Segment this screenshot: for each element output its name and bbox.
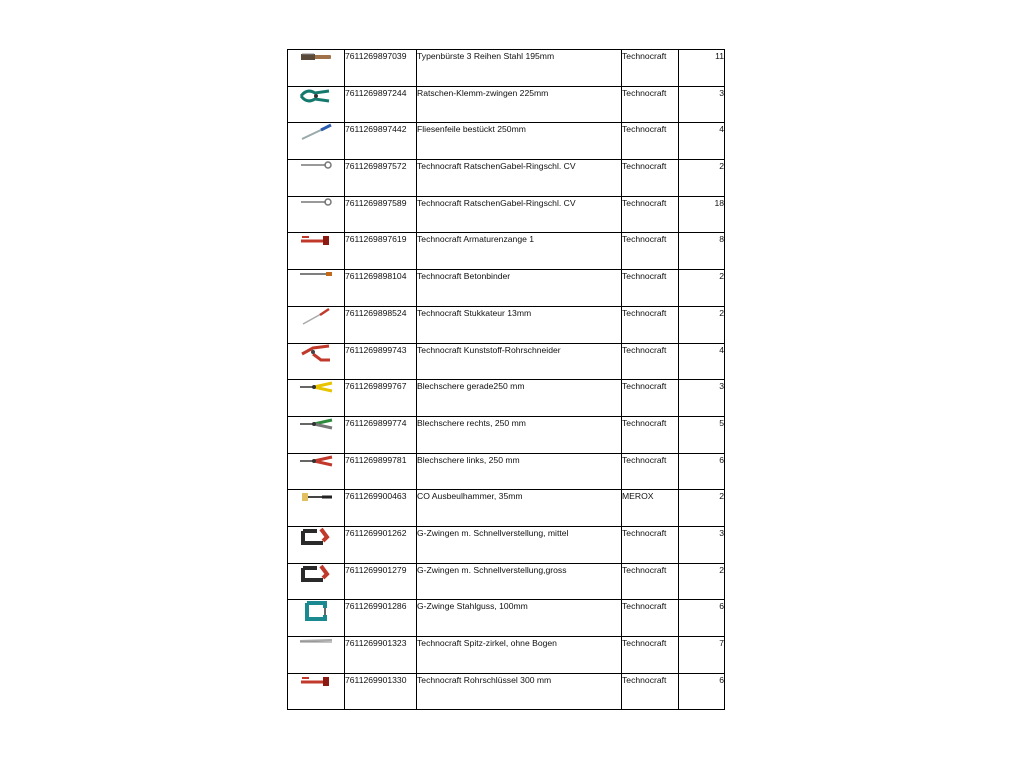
table-row [288, 416, 725, 453]
brand-cell: Technocraft [622, 673, 679, 710]
ean-cell: 7611269901286 [345, 600, 417, 637]
file-icon [288, 123, 344, 141]
brand-cell: Technocraft [622, 86, 679, 123]
table-row [288, 270, 725, 307]
description-cell: Technocraft Rohrschlüssel 300 mm [417, 673, 622, 710]
brand-cell: Technocraft [622, 160, 679, 197]
description-cell: Blechschere gerade250 mm [417, 380, 622, 417]
brand-cell: Technocraft [622, 637, 679, 674]
ean-cell: 7611269898524 [345, 306, 417, 343]
quantity-cell: 2 [679, 270, 725, 307]
brand-cell: Technocraft [622, 600, 679, 637]
table-row [288, 50, 725, 87]
table-row [288, 343, 725, 380]
description-cell: Typenbürste 3 Reihen Stahl 195mm [417, 50, 622, 87]
description-cell: Technocraft Armaturenzange 1 [417, 233, 622, 270]
description-cell: Blechschere rechts, 250 mm [417, 416, 622, 453]
description-cell: Technocraft RatschenGabel-Ringschl. CV [417, 196, 622, 233]
ean-cell: 7611269897039 [345, 50, 417, 87]
pipe-wrench-icon [288, 674, 344, 688]
table-row [288, 637, 725, 674]
g-clamp-icon [288, 564, 344, 584]
brand-cell: Technocraft [622, 380, 679, 417]
quantity-cell: 2 [679, 563, 725, 600]
description-cell: Technocraft RatschenGabel-Ringschl. CV [417, 160, 622, 197]
product-image [288, 160, 345, 197]
product-image [288, 526, 345, 563]
ean-cell: 7611269897619 [345, 233, 417, 270]
product-table [287, 49, 725, 710]
plaster-spatula-icon [288, 307, 344, 327]
product-image [288, 563, 345, 600]
product-image [288, 380, 345, 417]
table-row [288, 380, 725, 417]
product-image [288, 490, 345, 527]
ean-cell: 7611269897572 [345, 160, 417, 197]
tin-snips-red-icon [288, 454, 344, 468]
brand-cell: Technocraft [622, 343, 679, 380]
quantity-cell: 7 [679, 637, 725, 674]
quantity-cell: 11 [679, 50, 725, 87]
table-row [288, 196, 725, 233]
product-image [288, 196, 345, 233]
table-row [288, 563, 725, 600]
brand-cell: Technocraft [622, 196, 679, 233]
description-cell: G-Zwinge Stahlguss, 100mm [417, 600, 622, 637]
steel-clamp-icon [288, 600, 344, 622]
quantity-cell: 18 [679, 196, 725, 233]
product-image [288, 233, 345, 270]
brush-icon [288, 50, 344, 64]
product-image [288, 50, 345, 87]
description-cell: Technocraft Kunststoff-Rohrschneider [417, 343, 622, 380]
brand-cell: Technocraft [622, 563, 679, 600]
ean-cell: 7611269898104 [345, 270, 417, 307]
description-cell: Ratschen-Klemm-zwingen 225mm [417, 86, 622, 123]
table-row [288, 526, 725, 563]
description-cell: G-Zwingen m. Schnellverstellung,gross [417, 563, 622, 600]
ean-cell: 7611269897244 [345, 86, 417, 123]
pipe-wrench-icon [288, 233, 344, 247]
brand-cell: Technocraft [622, 270, 679, 307]
description-cell: Technocraft Betonbinder [417, 270, 622, 307]
ean-cell: 7611269901279 [345, 563, 417, 600]
ean-cell: 7611269897442 [345, 123, 417, 160]
table-row [288, 233, 725, 270]
quantity-cell: 3 [679, 86, 725, 123]
tin-snips-yellow-icon [288, 380, 344, 394]
description-cell: Technocraft Spitz-zirkel, ohne Bogen [417, 637, 622, 674]
brand-cell: Technocraft [622, 123, 679, 160]
ean-cell: 7611269899767 [345, 380, 417, 417]
quantity-cell: 5 [679, 416, 725, 453]
product-table-body [288, 50, 725, 710]
table-row [288, 600, 725, 637]
description-cell: G-Zwingen m. Schnellverstellung, mittel [417, 526, 622, 563]
quantity-cell: 3 [679, 380, 725, 417]
product-image [288, 416, 345, 453]
table-row [288, 123, 725, 160]
quantity-cell: 4 [679, 343, 725, 380]
table-row [288, 160, 725, 197]
brand-cell: Technocraft [622, 416, 679, 453]
description-cell: Blechschere links, 250 mm [417, 453, 622, 490]
quantity-cell: 8 [679, 233, 725, 270]
brand-cell: Technocraft [622, 526, 679, 563]
description-cell: CO Ausbeulhammer, 35mm [417, 490, 622, 527]
quantity-cell: 3 [679, 526, 725, 563]
ean-cell: 7611269899743 [345, 343, 417, 380]
ean-cell: 7611269901330 [345, 673, 417, 710]
quantity-cell: 2 [679, 306, 725, 343]
quantity-cell: 6 [679, 600, 725, 637]
table-row [288, 306, 725, 343]
ean-cell: 7611269899781 [345, 453, 417, 490]
product-image [288, 673, 345, 710]
description-cell: Fliesenfeile bestückt 250mm [417, 123, 622, 160]
product-image [288, 453, 345, 490]
ean-cell: 7611269900463 [345, 490, 417, 527]
description-cell: Technocraft Stukkateur 13mm [417, 306, 622, 343]
table-row [288, 453, 725, 490]
wrench-icon [288, 197, 344, 207]
table-row [288, 490, 725, 527]
g-clamp-icon [288, 527, 344, 547]
brand-cell: Technocraft [622, 453, 679, 490]
product-image [288, 637, 345, 674]
tie-tool-icon [288, 270, 344, 278]
brand-cell: Technocraft [622, 306, 679, 343]
brand-cell: Technocraft [622, 50, 679, 87]
quantity-cell: 6 [679, 673, 725, 710]
quantity-cell: 6 [679, 453, 725, 490]
product-image [288, 86, 345, 123]
ean-cell: 7611269899774 [345, 416, 417, 453]
ean-cell: 7611269901262 [345, 526, 417, 563]
tin-snips-green-icon [288, 417, 344, 431]
ean-cell: 7611269897589 [345, 196, 417, 233]
table-row [288, 86, 725, 123]
ean-cell: 7611269901323 [345, 637, 417, 674]
quantity-cell: 4 [679, 123, 725, 160]
wrench-icon [288, 160, 344, 170]
divider-compass-icon [288, 637, 344, 645]
brand-cell: MEROX [622, 490, 679, 527]
product-image [288, 270, 345, 307]
hammer-icon [288, 490, 344, 504]
pipe-cutter-icon [288, 344, 344, 362]
quantity-cell: 2 [679, 490, 725, 527]
product-image [288, 306, 345, 343]
table-row [288, 673, 725, 710]
product-image [288, 600, 345, 637]
brand-cell: Technocraft [622, 233, 679, 270]
product-image [288, 343, 345, 380]
ratchet-clamp-icon [288, 87, 344, 105]
quantity-cell: 2 [679, 160, 725, 197]
product-image [288, 123, 345, 160]
